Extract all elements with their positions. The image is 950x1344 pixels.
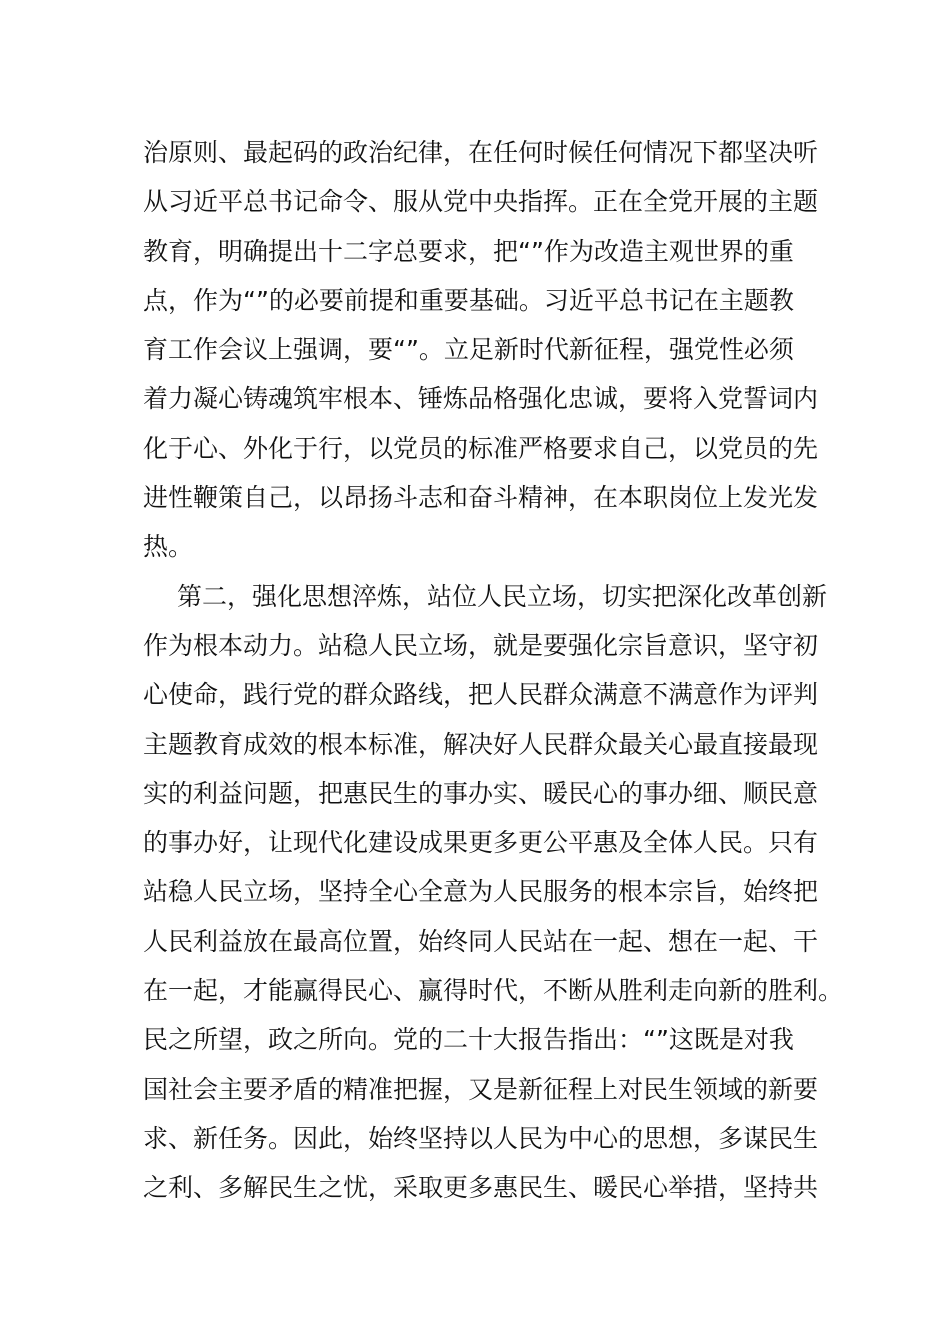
text-line: 育工作会议上强调，要“”。立足新时代新征程，强党性必须	[143, 335, 794, 365]
text-line: 实的利益问题，把惠民生的事办实、暖民心的事办细、顺民意	[143, 778, 819, 808]
text-line: 进性鞭策自己，以昂扬斗志和奋斗精神，在本职岗位上发光发	[143, 483, 819, 513]
text-line: 点，作为“”的必要前提和重要基础。习近平总书记在主题教	[143, 285, 794, 315]
text-line: 着力凝心铸魂筑牢根本、锤炼品格强化忠诚，要将入党誓词内	[143, 384, 819, 414]
text-line: 站稳人民立场，坚持全心全意为人民服务的根本宗旨，始终把	[143, 877, 819, 907]
text-line: 热。	[143, 532, 194, 562]
text-line: 化于心、外化于行，以党员的标准严格要求自己，以党员的先	[143, 433, 819, 463]
text-line: 民之所望，政之所向。党的二十大报告指出：“”这既是对我	[143, 1025, 794, 1055]
text-line: 作为根本动力。站稳人民立场，就是要强化宗旨意识，坚守初	[143, 630, 819, 660]
paragraph-start-line: 第二，强化思想淬炼，站位人民立场，切实把深化改革创新	[177, 581, 828, 611]
text-line: 治原则、最起码的政治纪律，在任何时候任何情况下都坚决听	[143, 138, 819, 167]
text-line: 在一起，才能赢得民心、赢得时代，不断从胜利走向新的胜利。	[143, 976, 844, 1006]
text-line: 的事办好，让现代化建设成果更多更公平惠及全体人民。只有	[143, 828, 819, 858]
text-line: 之利、多解民生之忧，采取更多惠民生、暖民心举措，坚持共	[143, 1173, 819, 1203]
text-line: 人民利益放在最高位置，始终同人民站在一起、想在一起、干	[143, 926, 819, 956]
text-line: 国社会主要矛盾的精准把握，又是新征程上对民生领域的新要	[143, 1074, 819, 1104]
text-line: 主题教育成效的根本标准，解决好人民群众最关心最直接最现	[143, 729, 819, 759]
body-text	[143, 128, 844, 1213]
text-line: 心使命，践行党的群众路线，把人民群众满意不满意作为评判	[143, 680, 819, 710]
text-line: 求、新任务。因此，始终坚持以人民为中心的思想，多谋民生	[143, 1123, 819, 1153]
text-line: 教育，明确提出十二字总要求，把“”作为改造主观世界的重	[143, 236, 794, 266]
text-line: 从习近平总书记命令、服从党中央指挥。正在全党开展的主题	[143, 187, 819, 217]
